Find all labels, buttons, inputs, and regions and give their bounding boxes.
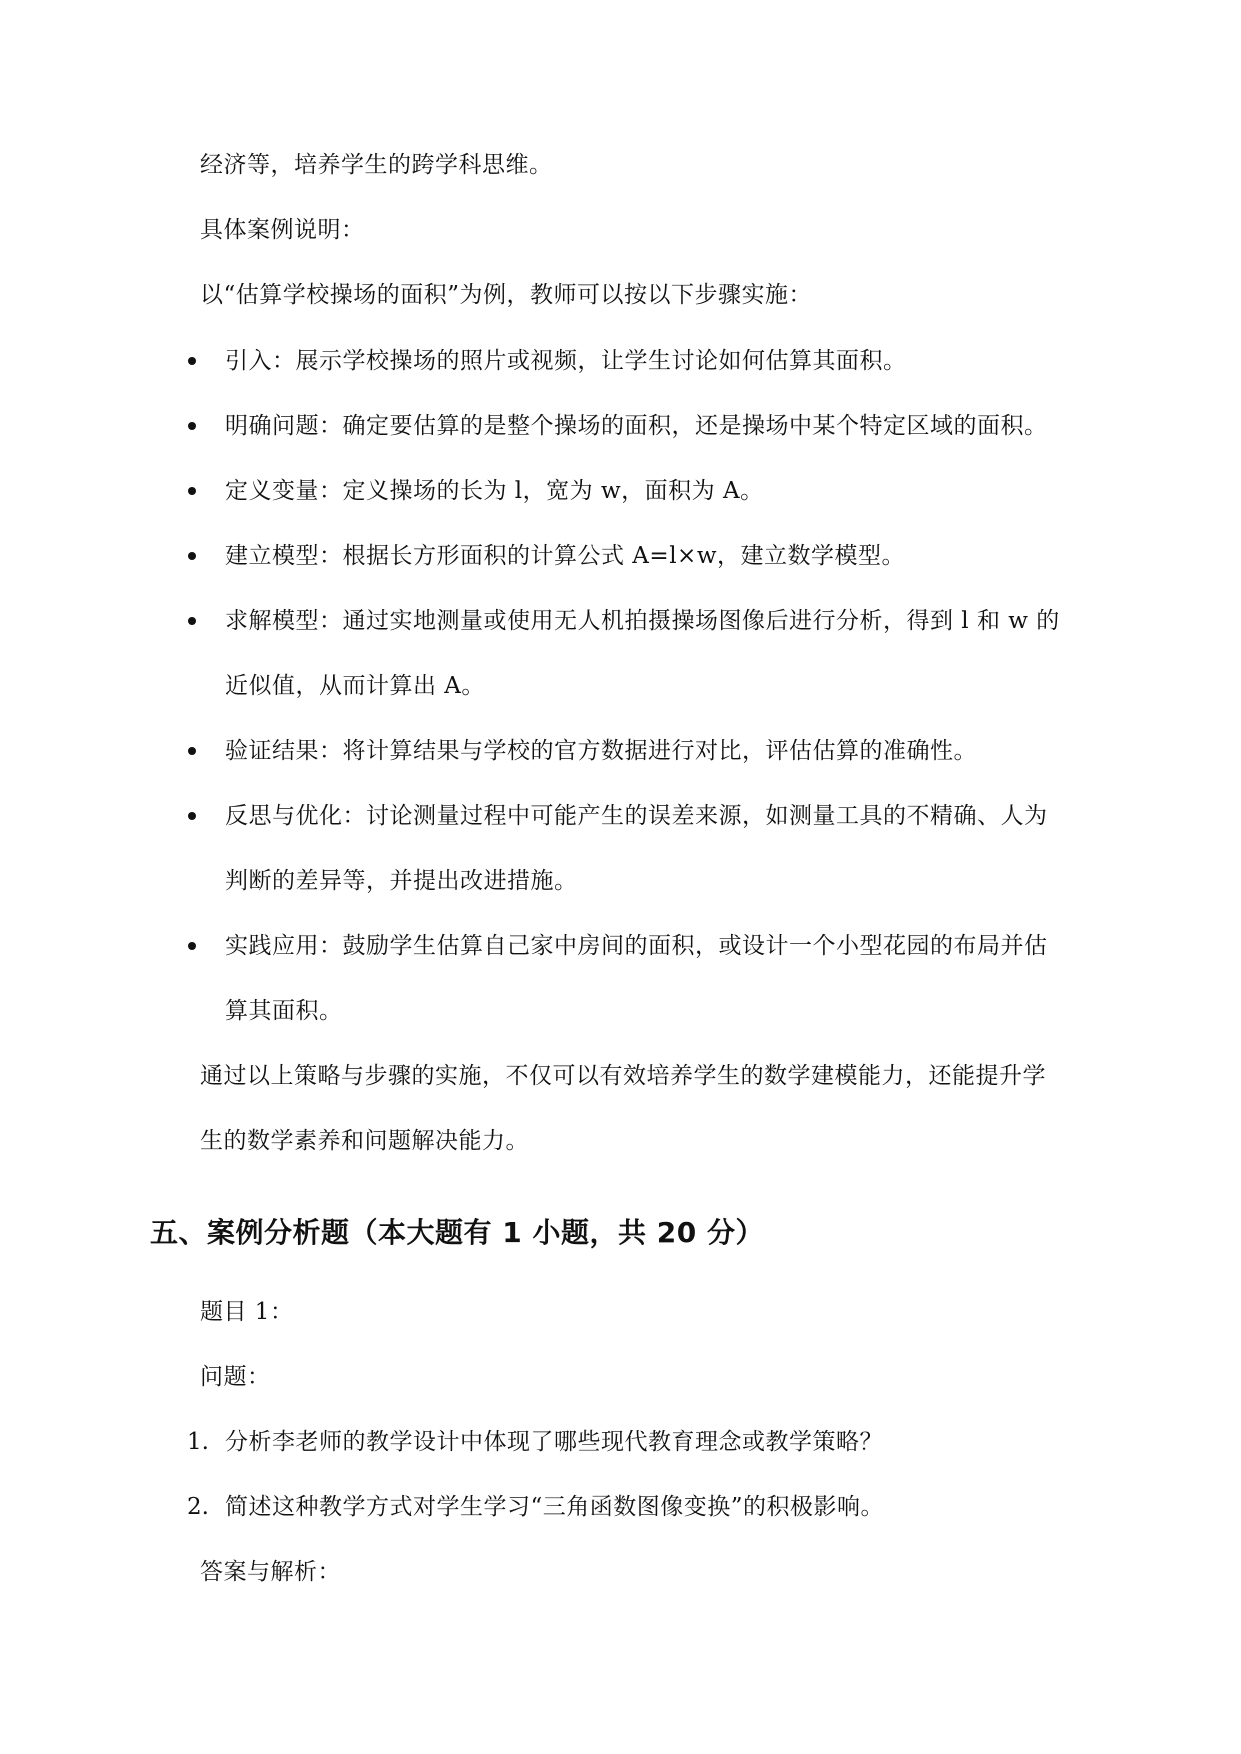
list-item-text: 实践应用：鼓励学生估算自己家中房间的面积，或设计一个小型花园的布局并估 — [225, 933, 1048, 959]
list-number: 2. — [187, 1494, 209, 1520]
list-item-text: 建立模型：根据长方形面积的计算公式 A=l×w，建立数学模型。 — [225, 543, 906, 569]
list-item-text: 定义变量：定义操场的长为 l，宽为 w，面积为 A。 — [225, 478, 764, 504]
conclusion-line: 通过以上策略与步骤的实施，不仅可以有效培养学生的数学建模能力，还能提升学 — [200, 1063, 1046, 1089]
list-item-text: 求解模型：通过实地测量或使用无人机拍摄操场图像后进行分析，得到 l 和 w 的 — [225, 608, 1060, 634]
conclusion-line-cont: 生的数学素养和问题解决能力。 — [200, 1128, 529, 1154]
section-heading: 五、案例分析题（本大题有 1 小题，共 20 分） — [150, 1216, 764, 1249]
list-number: 1. — [187, 1429, 209, 1455]
bullet-icon — [188, 357, 196, 365]
bullet-icon — [188, 422, 196, 430]
bullet-icon — [188, 617, 196, 625]
list-item-text: 简述这种教学方式对学生学习“三角函数图像变换”的积极影响。 — [225, 1494, 885, 1520]
bullet-icon — [188, 942, 196, 950]
bullet-icon — [188, 487, 196, 495]
bullet-icon — [188, 552, 196, 560]
list-item-text-cont: 近似值，从而计算出 A。 — [225, 673, 485, 699]
list-item-text: 反思与优化：讨论测量过程中可能产生的误差来源，如测量工具的不精确、人为 — [225, 803, 1048, 829]
question-label: 题目 1： — [200, 1299, 294, 1325]
list-item-text-cont: 算其面积。 — [225, 998, 343, 1024]
bullet-icon — [188, 747, 196, 755]
list-item-text-cont: 判断的差异等，并提出改进措施。 — [225, 868, 578, 894]
answer-label: 答案与解析： — [200, 1559, 341, 1585]
list-item-text: 验证结果：将计算结果与学校的官方数据进行对比，评估估算的准确性。 — [225, 738, 977, 764]
problem-label: 问题： — [200, 1364, 271, 1390]
example-line: 以“估算学校操场的面积”为例，教师可以按以下步骤实施： — [200, 282, 813, 308]
list-item-text: 明确问题：确定要估算的是整个操场的面积，还是操场中某个特定区域的面积。 — [225, 413, 1048, 439]
list-item-text: 引入：展示学校操场的照片或视频，让学生讨论如何估算其面积。 — [225, 348, 907, 374]
bullet-icon — [188, 812, 196, 820]
intro-continuation-line: 经济等，培养学生的跨学科思维。 — [200, 152, 553, 178]
list-item-text: 分析李老师的教学设计中体现了哪些现代教育理念或教学策略？ — [225, 1429, 883, 1455]
case-label: 具体案例说明： — [200, 217, 365, 243]
